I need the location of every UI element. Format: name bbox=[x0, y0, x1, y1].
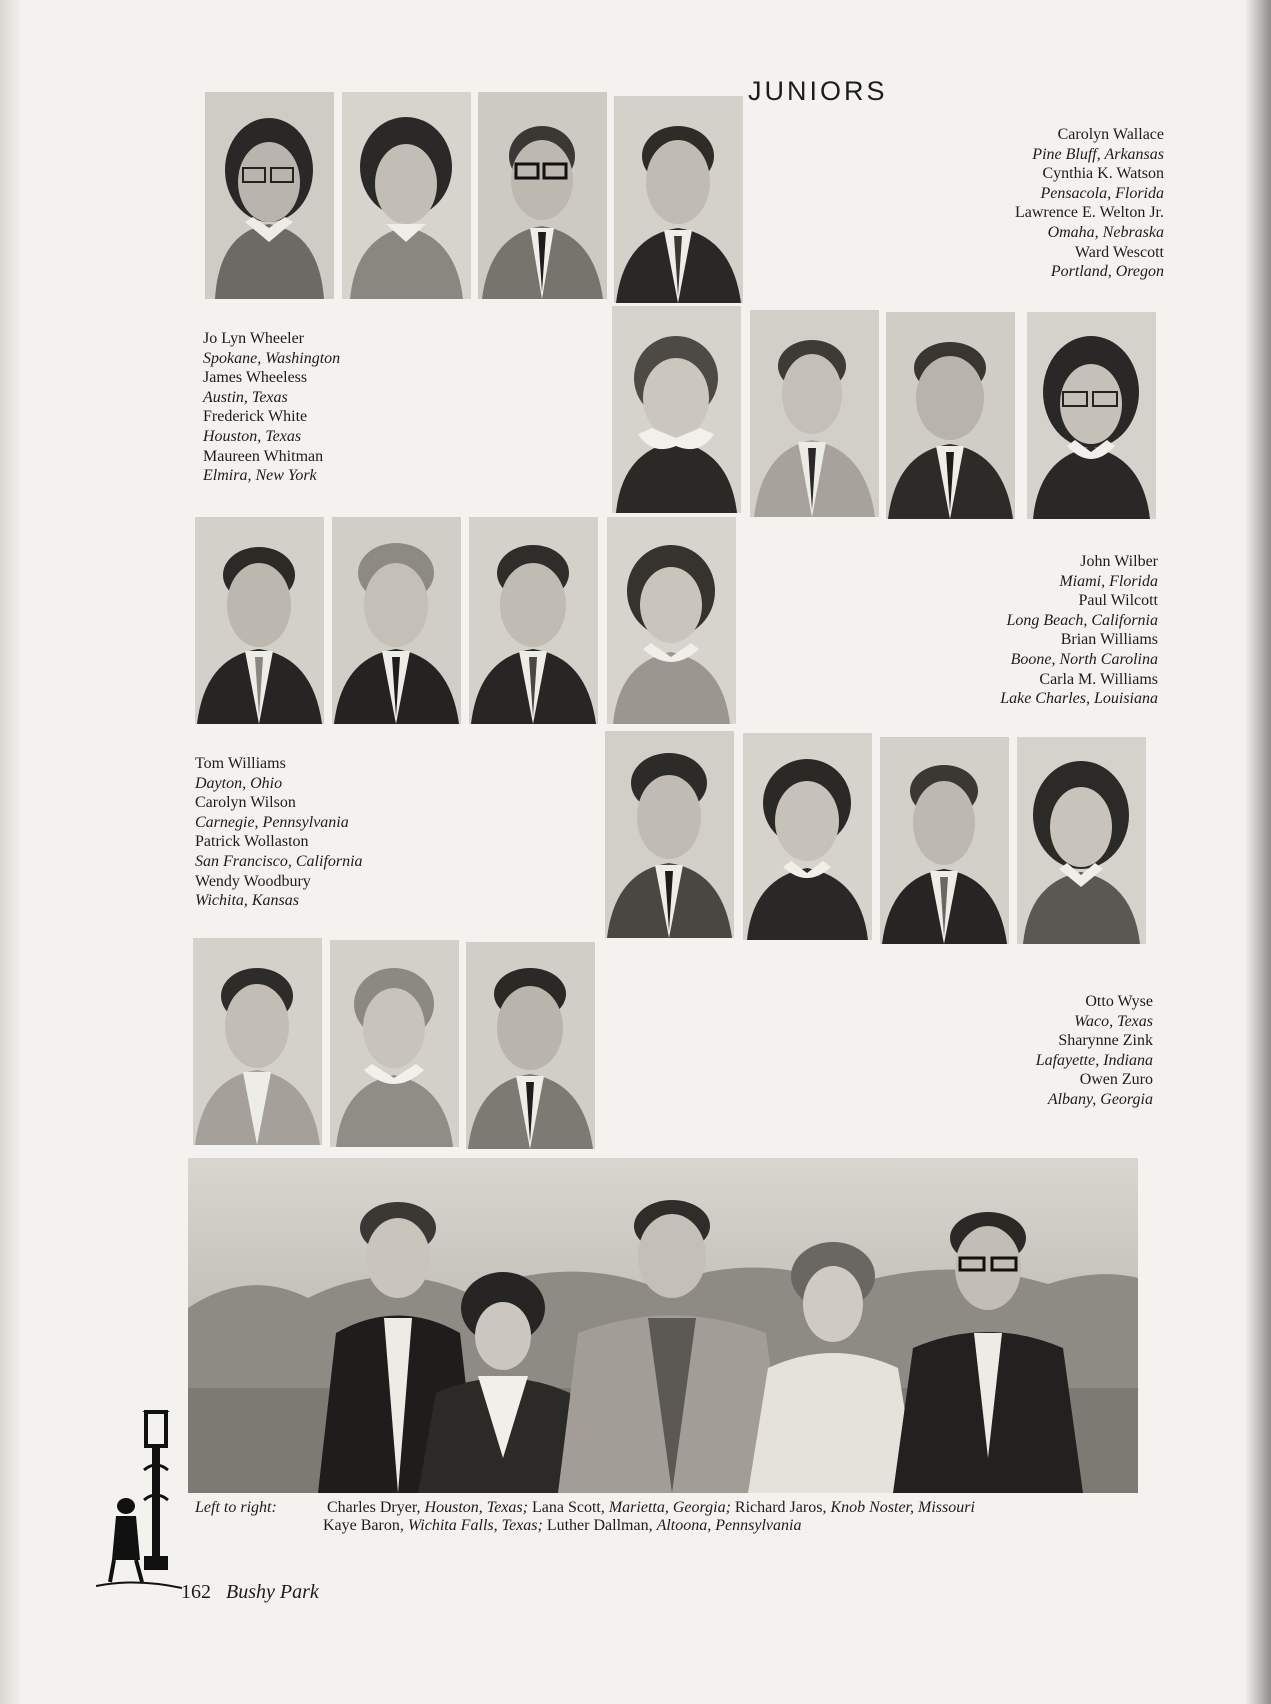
portrait-photo bbox=[743, 733, 872, 940]
student-hometown: Pensacola, Florida bbox=[1040, 184, 1164, 202]
caption-person-town: Wichita Falls, Texas; bbox=[407, 1517, 543, 1534]
student-hometown: Portland, Oregon bbox=[1050, 263, 1164, 281]
student-hometown: Omaha, Nebraska bbox=[1047, 223, 1164, 241]
student-hometown: Austin, Texas bbox=[203, 388, 288, 406]
page-heading: JUNIORS bbox=[748, 76, 888, 107]
student-name: Patrick Wollaston bbox=[195, 833, 309, 851]
portrait-photo bbox=[607, 517, 736, 724]
page-number: 162 bbox=[181, 1581, 211, 1603]
name-list bbox=[1000, 552, 1158, 709]
name-list bbox=[195, 754, 363, 911]
student-name: Carolyn Wilson bbox=[195, 794, 296, 812]
portrait-photo bbox=[750, 310, 879, 517]
student-name: John Wilber bbox=[1080, 553, 1158, 570]
student-name: Otto Wyse bbox=[1085, 993, 1153, 1010]
student-name: Carla M. Williams bbox=[1039, 670, 1158, 688]
portrait-photo bbox=[886, 312, 1015, 519]
caption-person-town: Altoona, Pennsylvania bbox=[656, 1517, 802, 1534]
portrait-photo bbox=[193, 938, 322, 1145]
student-name: Cynthia K. Watson bbox=[1042, 165, 1164, 183]
caption-line-2 bbox=[195, 1517, 1155, 1535]
caption-lead: Left to right: bbox=[195, 1499, 277, 1516]
portrait-photo bbox=[342, 92, 471, 299]
portrait-photo bbox=[466, 942, 595, 1149]
name-list bbox=[203, 329, 340, 486]
student-name: Sharynne Zink bbox=[1058, 1032, 1153, 1050]
page-footer bbox=[181, 1581, 319, 1604]
student-name: Maureen Whitman bbox=[203, 447, 324, 465]
student-hometown: Pine Bluff, Arkansas bbox=[1032, 145, 1164, 163]
student-name: Frederick White bbox=[203, 408, 308, 426]
portrait-photo bbox=[469, 517, 598, 724]
student-hometown: Waco, Texas bbox=[1074, 1012, 1153, 1030]
student-hometown: San Francisco, California bbox=[195, 852, 363, 870]
student-name: Lawrence E. Welton Jr. bbox=[1014, 204, 1164, 222]
student-hometown: Elmira, New York bbox=[203, 467, 317, 485]
student-hometown: Lake Charles, Louisiana bbox=[1000, 690, 1158, 708]
student-hometown: Spokane, Washington bbox=[203, 349, 341, 367]
portrait-photo bbox=[1027, 312, 1156, 519]
caption-line-1 bbox=[195, 1499, 1155, 1517]
caption-person-name: Luther Dallman, bbox=[546, 1517, 653, 1534]
student-name: Wendy Woodbury bbox=[195, 872, 311, 890]
student-name: Brian Williams bbox=[1060, 631, 1158, 649]
student-hometown: Miami, Florida bbox=[1059, 572, 1158, 590]
student-name: Paul Wilcott bbox=[1078, 592, 1158, 610]
caption-person-town: Marietta, Georgia; bbox=[608, 1499, 731, 1516]
student-hometown: Carnegie, Pennsylvania bbox=[195, 813, 349, 831]
student-name: Ward Wescott bbox=[1074, 243, 1164, 261]
caption-person-town: Knob Noster, Missouri bbox=[830, 1499, 975, 1516]
lamppost-illustration-icon bbox=[96, 1410, 182, 1600]
caption-person-name: Kaye Baron, bbox=[323, 1517, 404, 1534]
group-photo-caption bbox=[195, 1499, 1155, 1535]
student-name: Owen Zuro bbox=[1079, 1071, 1153, 1089]
portrait-photo bbox=[332, 517, 461, 724]
student-name: James Wheeless bbox=[203, 369, 308, 387]
student-name: Carolyn Wallace bbox=[1057, 126, 1164, 143]
caption-person-name: Richard Jaros, bbox=[734, 1499, 827, 1516]
portrait-photo bbox=[880, 737, 1009, 944]
student-hometown: Albany, Georgia bbox=[1047, 1090, 1153, 1108]
student-hometown: Wichita, Kansas bbox=[195, 892, 300, 910]
portrait-photo bbox=[1017, 737, 1146, 944]
name-list bbox=[1015, 125, 1164, 282]
portrait-photo bbox=[614, 96, 743, 303]
caption-person-town: Houston, Texas; bbox=[424, 1499, 528, 1516]
student-hometown: Long Beach, California bbox=[1006, 611, 1158, 629]
portrait-photo bbox=[330, 940, 459, 1147]
portrait-photo bbox=[605, 731, 734, 938]
portrait-photo bbox=[612, 306, 741, 513]
student-name: Tom Williams bbox=[195, 755, 286, 772]
caption-person-name: Charles Dryer, bbox=[327, 1499, 421, 1516]
caption-person-name: Lana Scott, bbox=[531, 1499, 605, 1516]
student-hometown: Houston, Texas bbox=[203, 427, 302, 445]
student-hometown: Boone, North Carolina bbox=[1010, 650, 1158, 668]
student-hometown: Lafayette, Indiana bbox=[1035, 1051, 1153, 1069]
portrait-photo bbox=[195, 517, 324, 724]
portrait-photo bbox=[478, 92, 607, 299]
student-hometown: Dayton, Ohio bbox=[195, 774, 283, 792]
student-name: Jo Lyn Wheeler bbox=[203, 330, 305, 347]
group-photo bbox=[188, 1158, 1138, 1493]
section-title: Bushy Park bbox=[226, 1581, 319, 1603]
page-edge-shadow bbox=[1245, 0, 1271, 1704]
portrait-photo bbox=[205, 92, 334, 299]
name-list bbox=[1036, 992, 1153, 1110]
binding-shadow bbox=[0, 0, 22, 1704]
